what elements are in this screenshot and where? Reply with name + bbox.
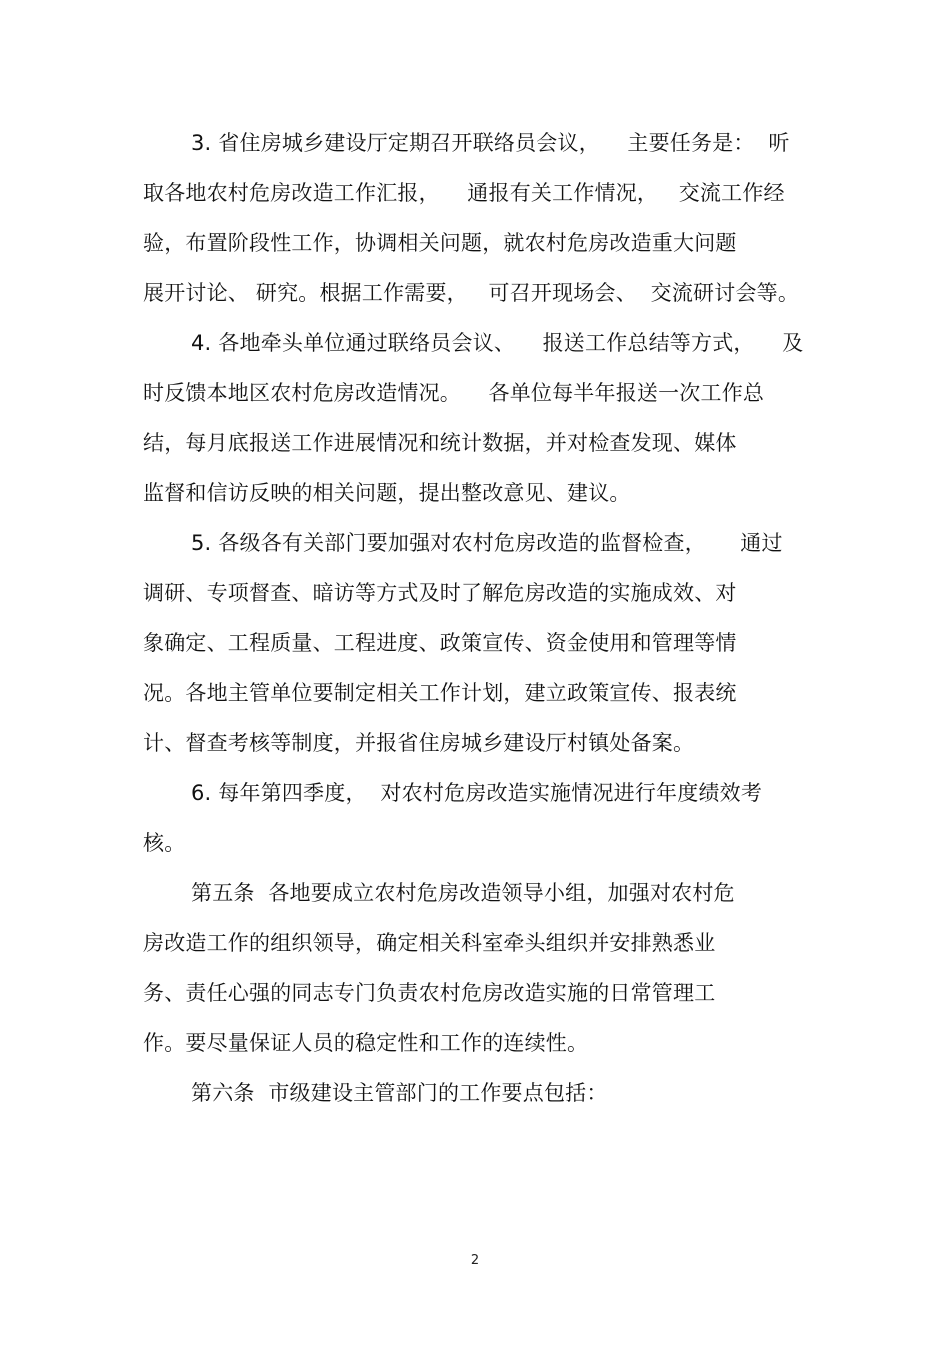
para-1-line-2: 取各地农村危房改造工作汇报， 通报有关工作情况， 交流工作经	[143, 181, 785, 205]
para-2-line-3: 结，每月底报送工作进展情况和统计数据，并对检查发现、媒体	[143, 431, 737, 455]
para-3-line-3: 象确定、工程质量、工程进度、政策宣传、资金使用和管理等情	[143, 631, 737, 655]
para-4-line-1: 6. 每年第四季度， 对农村危房改造实施情况进行年度绩效考	[191, 781, 763, 805]
para-5-line-4: 作。要尽量保证人员的稳定性和工作的连续性。	[143, 1031, 589, 1055]
para-2-line-2: 时反馈本地区农村危房改造情况。 各单位每半年报送一次工作总	[143, 381, 765, 405]
para-1-line-1: 3. 省住房城乡建设厅定期召开联络员会议， 主要任务是： 听	[191, 131, 790, 155]
para-5-line-2: 房改造工作的组织领导，确定相关科室牵头组织并安排熟悉业	[143, 931, 716, 955]
para-1-line-3: 验，布置阶段性工作，协调相关问题，就农村危房改造重大问题	[143, 231, 737, 255]
para-1-line-4: 展开讨论、 研究。根据工作需要， 可召开现场会、 交流研讨会等。	[143, 281, 800, 305]
para-3-line-1: 5. 各级各有关部门要加强对农村危房改造的监督检查， 通过	[191, 531, 783, 555]
para-5-line-1: 第五条 各地要成立农村危房改造领导小组，加强对农村危	[191, 881, 735, 905]
para-2-line-1: 4. 各地牵头单位通过联络员会议、 报送工作总结等方式， 及	[191, 331, 804, 355]
para-3-line-2: 调研、专项督查、暗访等方式及时了解危房改造的实施成效、对	[143, 581, 737, 605]
para-4-line-2: 核。	[143, 831, 186, 855]
para-3-line-5: 计、督查考核等制度，并报省住房城乡建设厅村镇处备案。	[143, 731, 695, 755]
para-5-line-3: 务、责任心强的同志专门负责农村危房改造实施的日常管理工	[143, 981, 716, 1005]
para-2-line-4: 监督和信访反映的相关问题，提出整改意见、建议。	[143, 481, 631, 505]
para-6-line-1: 第六条 市级建设主管部门的工作要点包括：	[191, 1081, 608, 1105]
page-number: 2	[470, 1253, 480, 1268]
para-3-line-4: 况。各地主管单位要制定相关工作计划，建立政策宣传、报表统	[143, 681, 737, 705]
